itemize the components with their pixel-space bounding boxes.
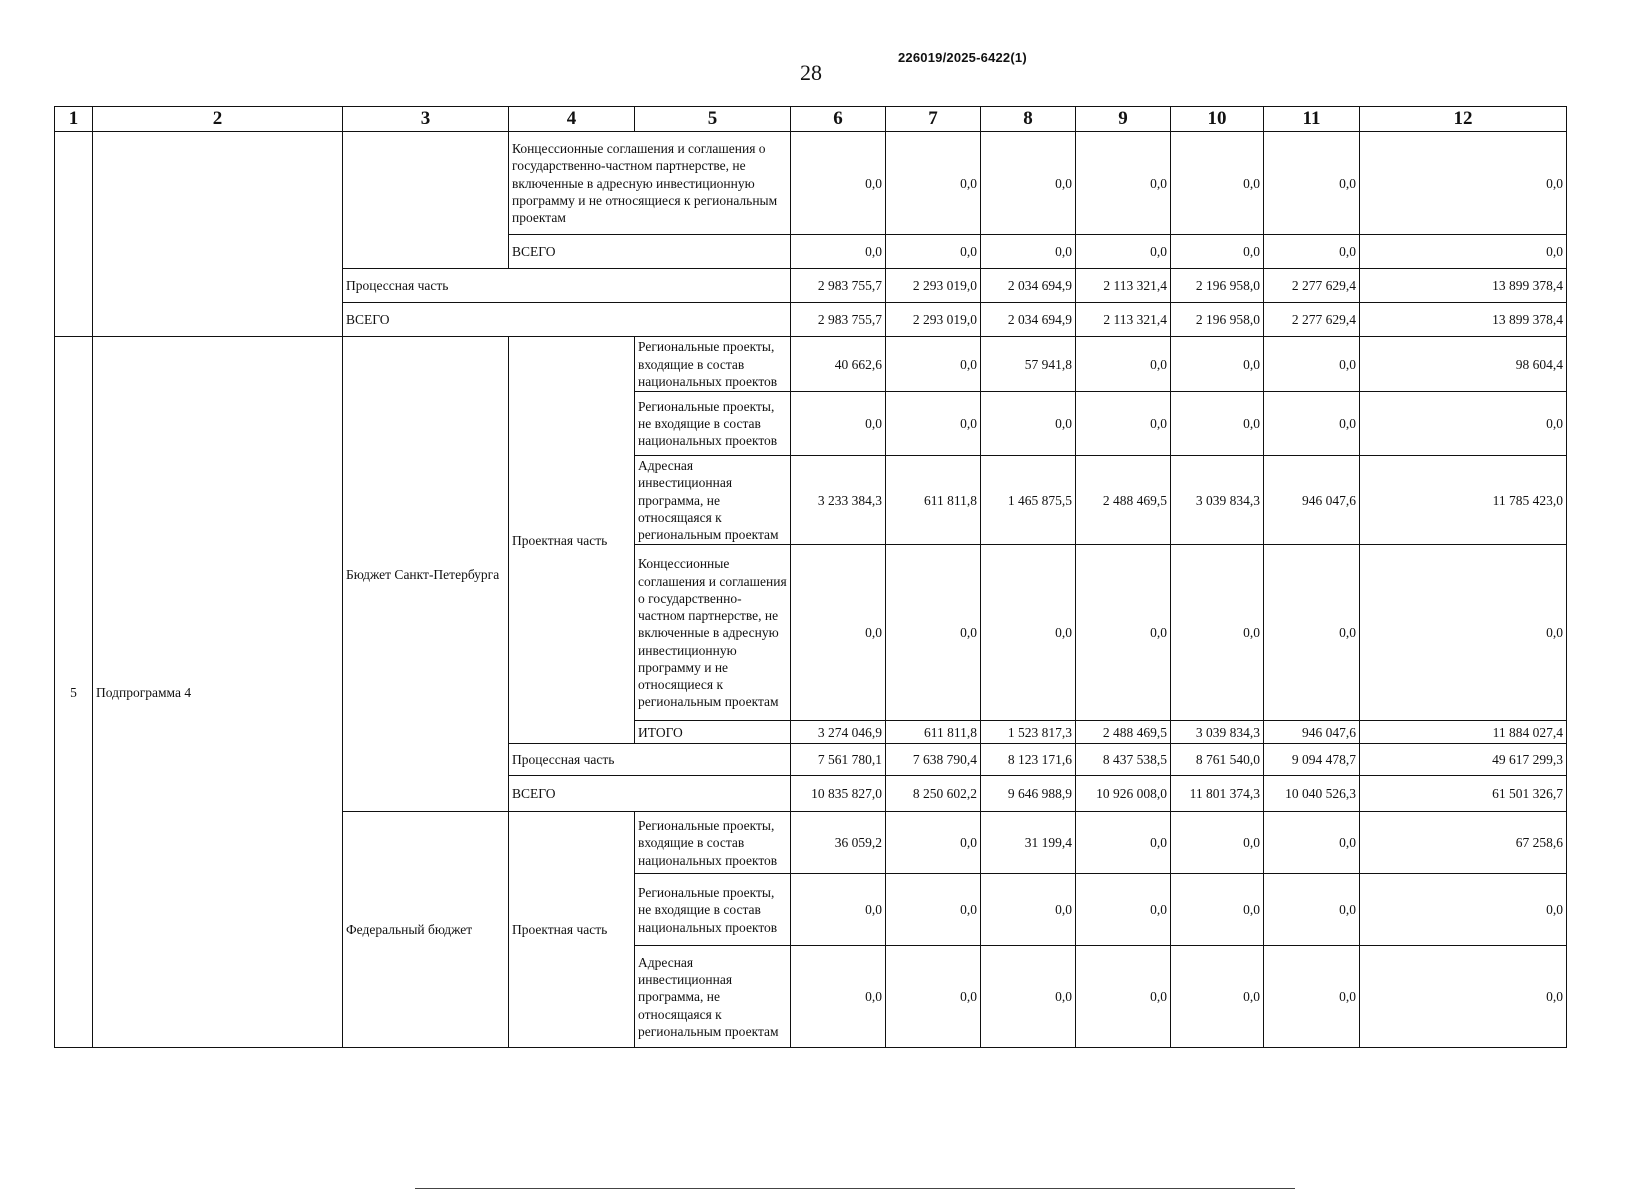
value-cell: 40 662,6 <box>791 337 886 392</box>
value-cell: 0,0 <box>1076 812 1171 874</box>
value-cell: 0,0 <box>1171 132 1264 235</box>
value-cell: 57 941,8 <box>981 337 1076 392</box>
value-cell: 2 983 755,7 <box>791 269 886 303</box>
value-cell: 0,0 <box>886 946 981 1048</box>
value-cell: 0,0 <box>1360 946 1567 1048</box>
value-cell: 2 034 694,9 <box>981 303 1076 337</box>
row-label: ВСЕГО <box>509 776 791 812</box>
value-cell: 7 638 790,4 <box>886 744 981 776</box>
row-number: 5 <box>55 337 93 1048</box>
column-header: 8 <box>981 107 1076 132</box>
value-cell: 0,0 <box>1076 545 1171 721</box>
value-cell: 0,0 <box>981 132 1076 235</box>
page-number: 28 <box>800 60 822 85</box>
table-row <box>55 337 1567 392</box>
value-cell: 2 293 019,0 <box>886 269 981 303</box>
value-cell: 0,0 <box>1264 132 1360 235</box>
value-cell: 31 199,4 <box>981 812 1076 874</box>
column-header: 3 <box>343 107 509 132</box>
budget-source: Бюджет Санкт-Петербурга <box>343 337 509 812</box>
value-cell: 0,0 <box>1076 132 1171 235</box>
value-cell: 0,0 <box>1360 545 1567 721</box>
document-id: 226019/2025-6422(1) <box>898 50 1027 65</box>
value-cell: 2 113 321,4 <box>1076 303 1171 337</box>
value-cell: 3 039 834,3 <box>1171 456 1264 545</box>
value-cell: 0,0 <box>886 235 981 269</box>
value-cell: 10 926 008,0 <box>1076 776 1171 812</box>
value-cell: 0,0 <box>1171 812 1264 874</box>
value-cell: 0,0 <box>1360 235 1567 269</box>
column-header: 12 <box>1360 107 1567 132</box>
value-cell: 2 034 694,9 <box>981 269 1076 303</box>
value-cell: 611 811,8 <box>886 456 981 545</box>
value-cell: 946 047,6 <box>1264 721 1360 744</box>
value-cell: 67 258,6 <box>1360 812 1567 874</box>
value-cell: 98 604,4 <box>1360 337 1567 392</box>
value-cell: 2 113 321,4 <box>1076 269 1171 303</box>
column-header: 10 <box>1171 107 1264 132</box>
value-cell: 0,0 <box>791 392 886 456</box>
row-label: Региональные проекты, входящие в состав национальных проектов <box>635 337 791 392</box>
value-cell: 2 196 958,0 <box>1171 269 1264 303</box>
value-cell: 0,0 <box>1264 392 1360 456</box>
value-cell: 2 488 469,5 <box>1076 721 1171 744</box>
value-cell: 9 094 478,7 <box>1264 744 1360 776</box>
value-cell: 3 039 834,3 <box>1171 721 1264 744</box>
column-header: 6 <box>791 107 886 132</box>
row-label: ВСЕГО <box>343 303 791 337</box>
value-cell: 0,0 <box>886 132 981 235</box>
table-row <box>55 132 1567 235</box>
value-cell: 11 785 423,0 <box>1360 456 1567 545</box>
value-cell: 0,0 <box>1171 545 1264 721</box>
value-cell: 1 465 875,5 <box>981 456 1076 545</box>
value-cell: 2 196 958,0 <box>1171 303 1264 337</box>
value-cell: 0,0 <box>1171 392 1264 456</box>
value-cell: 3 274 046,9 <box>791 721 886 744</box>
value-cell: 0,0 <box>981 235 1076 269</box>
empty-cell <box>93 132 343 337</box>
column-header: 5 <box>635 107 791 132</box>
value-cell: 13 899 378,4 <box>1360 303 1567 337</box>
value-cell: 0,0 <box>1264 235 1360 269</box>
value-cell: 0,0 <box>1171 946 1264 1048</box>
value-cell: 0,0 <box>981 946 1076 1048</box>
value-cell: 9 646 988,9 <box>981 776 1076 812</box>
column-header: 2 <box>93 107 343 132</box>
value-cell: 0,0 <box>1171 874 1264 946</box>
subprogram-name: Подпрограмма 4 <box>93 337 343 1048</box>
value-cell: 3 233 384,3 <box>791 456 886 545</box>
value-cell: 0,0 <box>791 235 886 269</box>
row-label: ВСЕГО <box>509 235 791 269</box>
row-label: Региональные проекты, не входящие в состав национальных проектов <box>635 874 791 946</box>
budget-table <box>54 106 1567 1048</box>
empty-cell <box>343 132 509 269</box>
value-cell: 0,0 <box>791 946 886 1048</box>
value-cell: 0,0 <box>1171 235 1264 269</box>
row-label: Адресная инвестиционная программа, не относящаяся к региональным проектам <box>635 946 791 1048</box>
value-cell: 11 801 374,3 <box>1171 776 1264 812</box>
value-cell: 0,0 <box>886 545 981 721</box>
row-label: Концессионные соглашения и соглашения о государственно-частном партнерстве, не включенные в адресную инвестиционную программу и не относящиеся к региональным проектам <box>509 132 791 235</box>
value-cell: 11 884 027,4 <box>1360 721 1567 744</box>
value-cell: 2 277 629,4 <box>1264 303 1360 337</box>
value-cell: 0,0 <box>1264 874 1360 946</box>
value-cell: 36 059,2 <box>791 812 886 874</box>
value-cell: 61 501 326,7 <box>1360 776 1567 812</box>
value-cell: 0,0 <box>1264 337 1360 392</box>
column-header: 7 <box>886 107 981 132</box>
column-header: 1 <box>55 107 93 132</box>
value-cell: 0,0 <box>1360 392 1567 456</box>
row-label: Региональные проекты, входящие в состав национальных проектов <box>635 812 791 874</box>
value-cell: 946 047,6 <box>1264 456 1360 545</box>
value-cell: 0,0 <box>886 392 981 456</box>
value-cell: 0,0 <box>886 337 981 392</box>
value-cell: 2 293 019,0 <box>886 303 981 337</box>
value-cell: 0,0 <box>791 874 886 946</box>
value-cell: 0,0 <box>981 545 1076 721</box>
column-header: 11 <box>1264 107 1360 132</box>
value-cell: 611 811,8 <box>886 721 981 744</box>
value-cell: 0,0 <box>1076 874 1171 946</box>
value-cell: 0,0 <box>1360 132 1567 235</box>
value-cell: 0,0 <box>886 812 981 874</box>
part-label: Проектная часть <box>509 337 635 744</box>
row-label: Процессная часть <box>509 744 791 776</box>
empty-cell <box>55 132 93 337</box>
value-cell: 8 250 602,2 <box>886 776 981 812</box>
value-cell: 0,0 <box>791 545 886 721</box>
row-label: Процессная часть <box>343 269 791 303</box>
header-row <box>55 107 1567 132</box>
column-header: 9 <box>1076 107 1171 132</box>
bottom-divider <box>415 1188 1295 1189</box>
value-cell: 0,0 <box>1076 392 1171 456</box>
value-cell: 2 277 629,4 <box>1264 269 1360 303</box>
row-label: Адресная инвестиционная программа, не относящаяся к региональным проектам <box>635 456 791 545</box>
value-cell: 7 561 780,1 <box>791 744 886 776</box>
value-cell: 0,0 <box>1264 812 1360 874</box>
value-cell: 10 040 526,3 <box>1264 776 1360 812</box>
value-cell: 0,0 <box>791 132 886 235</box>
value-cell: 2 488 469,5 <box>1076 456 1171 545</box>
value-cell: 49 617 299,3 <box>1360 744 1567 776</box>
budget-source: Федеральный бюджет <box>343 812 509 1048</box>
value-cell: 0,0 <box>1264 946 1360 1048</box>
column-header: 4 <box>509 107 635 132</box>
value-cell: 8 123 171,6 <box>981 744 1076 776</box>
value-cell: 0,0 <box>981 874 1076 946</box>
value-cell: 13 899 378,4 <box>1360 269 1567 303</box>
value-cell: 1 523 817,3 <box>981 721 1076 744</box>
value-cell: 0,0 <box>1076 946 1171 1048</box>
value-cell: 0,0 <box>1076 235 1171 269</box>
row-label: Концессионные соглашения и соглашения о государственно-частном партнерстве, не включенные в адресную инвестиционную программу и не относящиеся к региональным проектам <box>635 545 791 721</box>
value-cell: 0,0 <box>981 392 1076 456</box>
part-label: Проектная часть <box>509 812 635 1048</box>
value-cell: 8 761 540,0 <box>1171 744 1264 776</box>
value-cell: 0,0 <box>1264 545 1360 721</box>
value-cell: 0,0 <box>1360 874 1567 946</box>
value-cell: 0,0 <box>1076 337 1171 392</box>
value-cell: 0,0 <box>1171 337 1264 392</box>
row-label: ИТОГО <box>635 721 791 744</box>
value-cell: 0,0 <box>886 874 981 946</box>
value-cell: 10 835 827,0 <box>791 776 886 812</box>
value-cell: 2 983 755,7 <box>791 303 886 337</box>
row-label: Региональные проекты, не входящие в состав национальных проектов <box>635 392 791 456</box>
value-cell: 8 437 538,5 <box>1076 744 1171 776</box>
